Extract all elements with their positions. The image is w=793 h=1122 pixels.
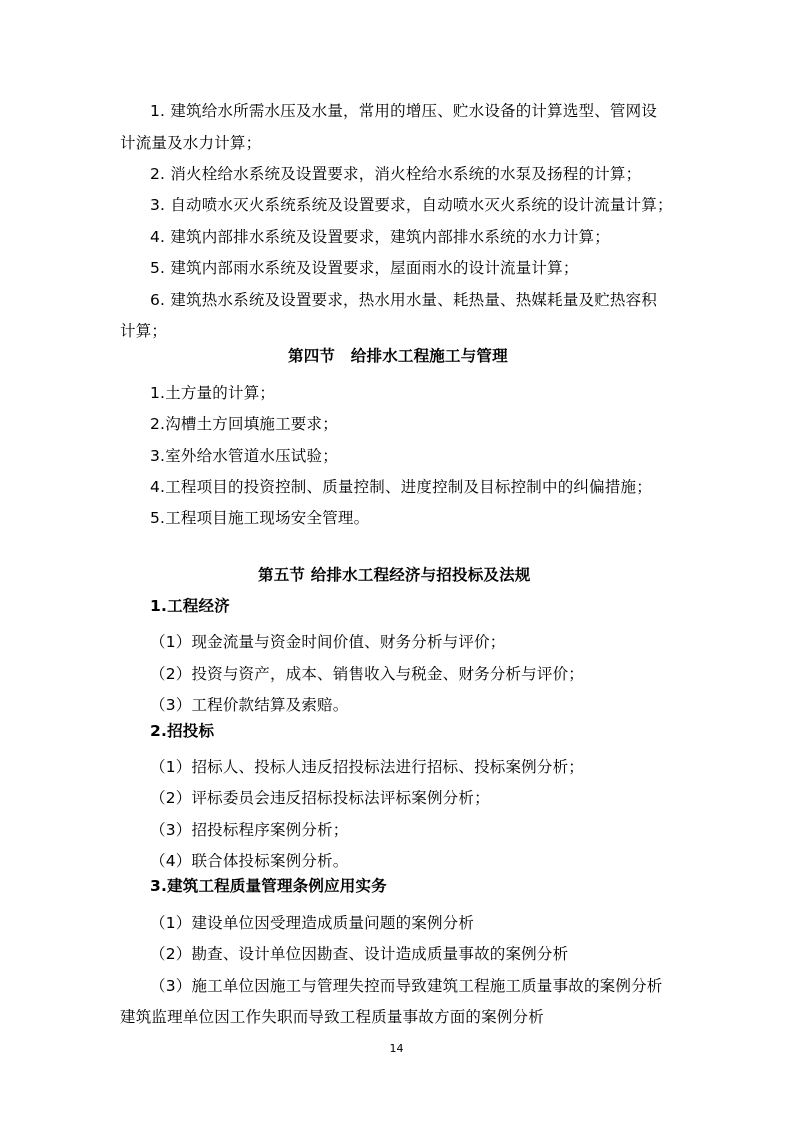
section3-item-1a: 1. 建筑给水所需水压及水量，常用的增压、贮水设备的计算选型、管网设 [150, 102, 658, 120]
section4-item-4: 4.工程项目的投资控制、质量控制、进度控制及目标控制中的纠偏措施； [150, 478, 652, 496]
section4-item-3: 3.室外给水管道水压试验； [150, 447, 338, 465]
section3-item-3: 3. 自动喷水灭火系统系统及设置要求，自动喷水灭火系统的设计流量计算； [150, 196, 673, 214]
section5-sub2-item-1: （1）招标人、投标人违反招投标法进行招标、投标案例分析； [150, 758, 584, 776]
section4-heading: 第四节 给排水工程施工与管理 [288, 347, 508, 365]
section3-item-4: 4. 建筑内部排水系统及设置要求，建筑内部排水系统的水力计算； [150, 228, 610, 246]
section5-sub3-title: 3.建筑工程质量管理条例应用实务 [150, 877, 387, 895]
section5-sub1-item-1: （1）现金流量与资金时间价值、财务分析与评价； [150, 633, 506, 651]
section3-item-6a: 6. 建筑热水系统及设置要求，热水用水量、耗热量、热媒耗量及贮热容积 [150, 291, 658, 309]
section4-item-2: 2.沟槽土方回填施工要求； [150, 415, 338, 433]
section5-sub2-title: 2.招投标 [150, 722, 215, 740]
section5-sub2-item-3: （3）招投标程序案例分析； [150, 821, 349, 839]
section5-sub2-item-2: （2）评标委员会违反招标投标法评标案例分析； [150, 789, 490, 807]
section5-sub3-item-1: （1）建设单位因受理造成质量问题的案例分析 [150, 914, 475, 932]
section5-sub3-item-2: （2）勘查、设计单位因勘查、设计造成质量事故的案例分析 [150, 945, 569, 963]
section4-item-5: 5.工程项目施工现场安全管理。 [150, 509, 370, 527]
section3-item-2: 2. 消火栓给水系统及设置要求，消火栓给水系统的水泵及扬程的计算； [150, 165, 642, 183]
page-number: 14 [389, 1042, 404, 1055]
section5-sub3-item-3: （3）施工单位因施工与管理失控而导致建筑工程施工质量事故的案例分析 [150, 977, 663, 995]
section5-sub3-item-4: 建筑监理单位因工作失职而导致工程质量事故方面的案例分析 [120, 1008, 544, 1026]
section3-item-1b: 计流量及水力计算； [120, 134, 262, 152]
section5-sub2-item-4: （4）联合体投标案例分析。 [150, 852, 349, 870]
section5-sub1-item-2: （2）投资与资产，成本、销售收入与税金、财务分析与评价； [150, 665, 584, 683]
section4-item-1: 1.土方量的计算； [150, 384, 276, 402]
section3-item-5: 5. 建筑内部雨水系统及设置要求，屋面雨水的设计流量计算； [150, 259, 579, 277]
section5-sub1-title: 1.工程经济 [150, 597, 230, 615]
section3-item-6b: 计算； [120, 322, 168, 340]
section5-heading: 第五节 给排水工程经济与招投标及法规 [258, 566, 531, 584]
section5-sub1-item-3: （3）工程价款结算及索赔。 [150, 696, 349, 714]
